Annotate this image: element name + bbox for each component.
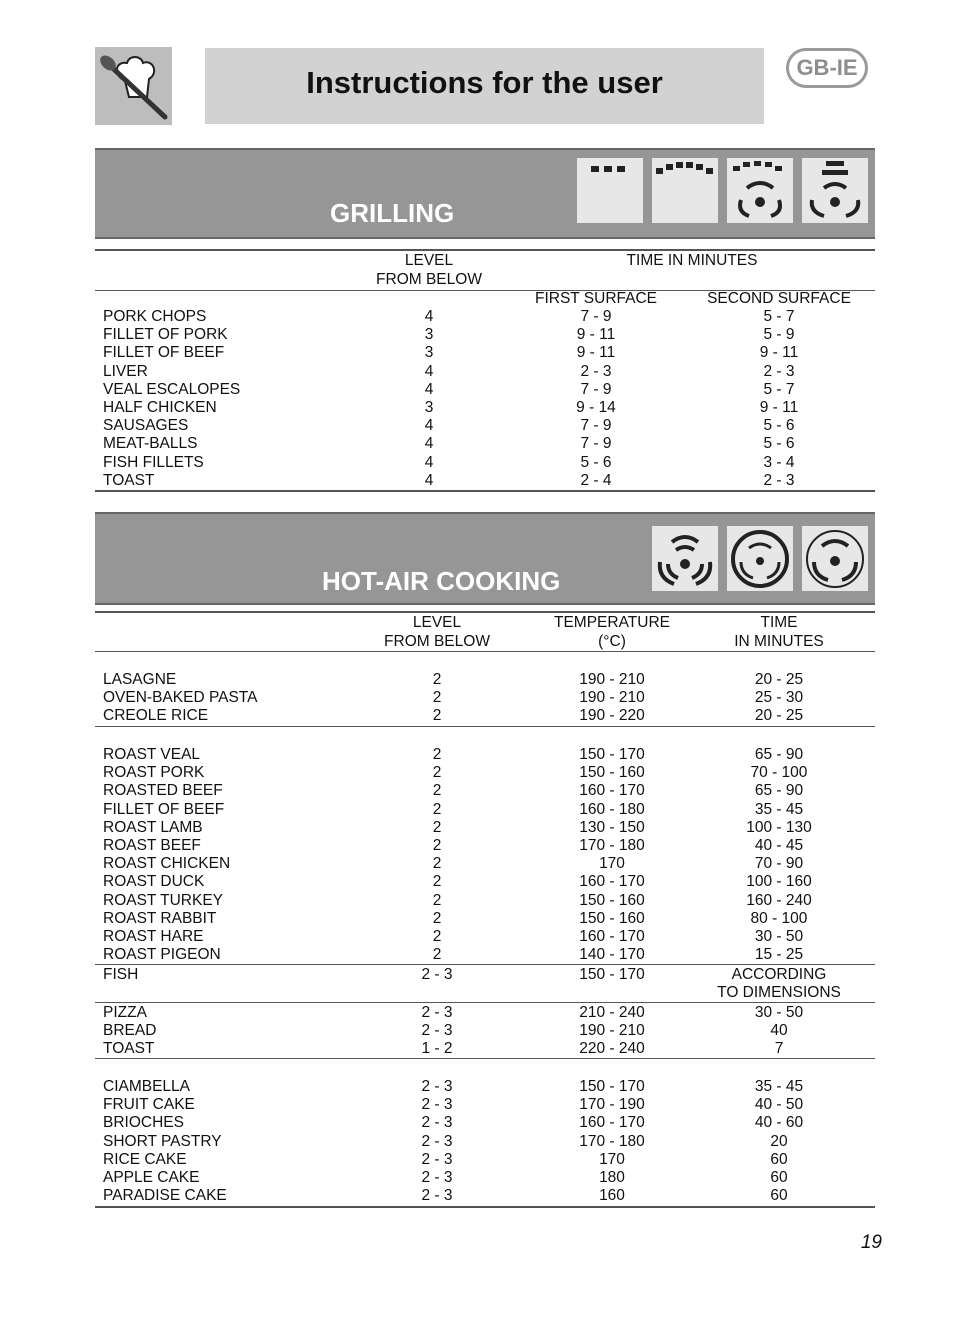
hotair-cell-time: 40 - 60 (754, 1114, 804, 1132)
hotair-cell-food: ROAST BEEF (103, 837, 201, 854)
hotair-cell-temperature: 150 - 160 (579, 909, 645, 927)
hotair-cell-level: 2 (432, 800, 442, 818)
grilling-head-second-surface: SECOND SURFACE (707, 290, 851, 307)
grilling-cell-first-surface: 7 - 9 (580, 308, 612, 325)
hotair-cell-temperature: 160 - 170 (579, 782, 645, 800)
hotair-cell-temperature: 190 - 210 (579, 1022, 645, 1040)
hotair-cell-level: 2 (432, 928, 442, 945)
hotair-cell-time: 30 - 50 (754, 928, 804, 945)
grilling-cell-second-surface: 9 - 11 (759, 399, 799, 416)
hotair-cell-food: BRIOCHES (103, 1114, 184, 1132)
grilling-section-bar (95, 148, 875, 239)
grilling-cell-first-surface: 9 - 14 (576, 399, 616, 416)
page-number: 19 (860, 1232, 882, 1253)
hotair-cell-time: ACCORDING (731, 966, 827, 983)
hotair-cell-time: 35 - 45 (754, 1078, 804, 1095)
grilling-cell-second-surface: 2 - 3 (763, 471, 795, 489)
hotair-cell-time: 65 - 90 (754, 746, 804, 763)
hotair-cell-temperature: 170 - 190 (579, 1096, 645, 1114)
hotair-cell-level: 2 - 3 (421, 1150, 453, 1168)
hotair-cell-time: 70 - 100 (750, 764, 808, 782)
hotair-bottom-rule (95, 1206, 875, 1208)
grilling-cell-level: 3 (424, 344, 434, 362)
grilling-head-from-below: FROM BELOW (376, 271, 482, 288)
hotair-cell-time: 40 - 50 (754, 1096, 804, 1114)
grilling-cell-food: PORK CHOPS (103, 308, 207, 325)
hotair-cell-level: 2 - 3 (421, 1187, 453, 1205)
hotair-cell-time: 30 - 50 (754, 1004, 804, 1021)
hotair-cell-time: 100 - 130 (746, 818, 812, 836)
hotair-cell-temperature: 160 (599, 1187, 625, 1205)
hotair-cell-level: 2 - 3 (421, 966, 453, 983)
hotair-cell-food: APPLE CAKE (103, 1169, 200, 1186)
hotair-cell-time: 80 - 100 (750, 909, 808, 927)
grilling-cell-food: FILLET OF PORK (103, 326, 228, 344)
hotair-cell-level: 2 (432, 818, 442, 836)
hotair-cell-food: CREOLE RICE (103, 707, 209, 725)
grilling-cell-level: 3 (424, 326, 434, 344)
hotair-cell-level: 2 (432, 746, 442, 763)
hotair-cell-temperature: 170 - 180 (579, 837, 645, 854)
hotair-group-divider (95, 1058, 875, 1059)
hotair-cell-time: 20 - 25 (754, 707, 804, 725)
hotair-cell-temperature: 190 - 220 (579, 707, 645, 725)
country-badge: GB-IE (786, 48, 868, 88)
hotair-cell-time: 100 - 160 (746, 873, 812, 891)
hotair-cell-temperature: 150 - 160 (579, 891, 645, 909)
hotair-head-level: LEVEL (412, 614, 462, 631)
hotair-cell-level: 2 (432, 707, 442, 725)
hotair-cell-food: ROAST CHICKEN (103, 855, 231, 873)
grilling-cell-food: SAUSAGES (103, 417, 189, 435)
hotair-cell-food: ROAST PIGEON (103, 946, 221, 964)
hotair-cell-temperature: 160 - 170 (579, 928, 645, 945)
grilling-cell-second-surface: 3 - 4 (763, 453, 795, 471)
fan-heating-icon (652, 526, 718, 591)
grilling-cell-second-surface: 5 - 9 (763, 326, 795, 344)
grill-element-icon (652, 158, 718, 223)
hotair-cell-food: SHORT PASTRY (103, 1132, 222, 1150)
hotair-cell-food: PARADISE CAKE (103, 1187, 227, 1205)
hotair-cell-food: TOAST (103, 1040, 155, 1058)
hotair-cell-temperature: 150 - 160 (579, 764, 645, 782)
hotair-cell-level: 2 - 3 (421, 1004, 453, 1021)
grilling-cell-food: FISH FILLETS (103, 453, 204, 471)
hotair-group-divider (95, 726, 875, 727)
hotair-group-divider (95, 964, 875, 965)
hotair-cell-level: 2 - 3 (421, 1096, 453, 1114)
grilling-head-level: LEVEL (404, 252, 454, 269)
hotair-cell-time: 25 - 30 (754, 689, 804, 707)
hotair-cell-level: 2 (432, 671, 442, 688)
hotair-cell-temperature: 190 - 210 (579, 689, 645, 707)
hotair-cell-level: 2 - 3 (421, 1022, 453, 1040)
hotair-cell-food: ROASTED BEEF (103, 782, 223, 800)
grilling-cell-second-surface: 5 - 6 (763, 417, 795, 435)
hotair-cell-level: 2 - 3 (421, 1132, 453, 1150)
grilling-cell-first-surface: 7 - 9 (580, 380, 612, 398)
chef-logo-icon (95, 47, 172, 125)
hotair-cell-time: 160 - 240 (746, 891, 812, 909)
hotair-cell-time: 70 - 90 (754, 855, 804, 873)
grilling-cell-first-surface: 5 - 6 (580, 453, 612, 471)
hotair-cell-level: 2 (432, 837, 442, 854)
grilling-cell-level: 4 (424, 435, 434, 453)
hotair-cell-food: ROAST TURKEY (103, 891, 224, 909)
grilling-cell-second-surface: 5 - 7 (763, 380, 795, 398)
hotair-cell-time: 20 (770, 1132, 788, 1150)
hotair-cell-temperature: 170 (599, 855, 625, 873)
hotair-cell-temperature: 150 - 170 (579, 966, 645, 983)
hotair-title: HOT-AIR COOKING (322, 566, 561, 596)
grilling-cell-food: TOAST (103, 471, 155, 489)
hotair-cell-level: 2 - 3 (421, 1078, 453, 1095)
hotair-cell-time: 40 (770, 1022, 788, 1040)
hotair-cell-time: TO DIMENSIONS (717, 984, 841, 1002)
hotair-cell-level: 2 (432, 946, 442, 964)
grilling-cell-food: VEAL ESCALOPES (103, 380, 241, 398)
grilling-cell-first-surface: 9 - 11 (576, 344, 616, 362)
grilling-cell-second-surface: 9 - 11 (759, 344, 799, 362)
hotair-cell-temperature: 140 - 170 (579, 946, 645, 964)
hotair-head-temperature: TEMPERATURE (554, 614, 670, 631)
hotair-cell-temperature: 160 - 170 (579, 1114, 645, 1132)
hotair-cell-temperature: 170 - 180 (579, 1132, 645, 1150)
hotair-cell-food: ROAST HARE (103, 928, 204, 945)
fan-ring-icon (802, 526, 868, 591)
hotair-cell-time: 60 (770, 1187, 788, 1205)
grilling-head-time: TIME IN MINUTES (626, 252, 758, 269)
hotair-cell-time: 7 (774, 1040, 784, 1058)
hotair-cell-temperature: 160 - 170 (579, 873, 645, 891)
hotair-head-from-below: FROM BELOW (384, 633, 490, 650)
grilling-cell-level: 3 (424, 399, 434, 416)
hotair-section-bar (95, 512, 875, 605)
hotair-cell-level: 2 (432, 689, 442, 707)
hotair-cell-level: 1 - 2 (421, 1040, 453, 1058)
hotair-cell-time: 60 (770, 1169, 788, 1186)
grilling-cell-level: 4 (424, 417, 434, 435)
grilling-top-rule (95, 249, 875, 251)
hotair-cell-temperature: 220 - 240 (579, 1040, 645, 1058)
grilling-cell-second-surface: 2 - 3 (763, 362, 795, 380)
grilling-cell-level: 4 (424, 362, 434, 380)
hotair-cell-temperature: 180 (599, 1169, 625, 1186)
hotair-top-rule (95, 611, 875, 613)
hotair-cell-food: FRUIT CAKE (103, 1096, 195, 1114)
hotair-cell-temperature: 130 - 150 (579, 818, 645, 836)
hotair-cell-temperature: 170 (599, 1150, 625, 1168)
fan-circular-element-icon (727, 526, 793, 591)
hotair-cell-temperature: 190 - 210 (579, 671, 645, 688)
grilling-cell-food: MEAT-BALLS (103, 435, 198, 453)
hotair-cell-food: FILLET OF BEEF (103, 800, 225, 818)
hotair-cell-time: 20 - 25 (754, 671, 804, 688)
hotair-cell-food: ROAST PORK (103, 764, 205, 782)
hotair-cell-level: 2 - 3 (421, 1169, 453, 1186)
hotair-cell-food: ROAST LAMB (103, 818, 203, 836)
grilling-cell-level: 4 (424, 471, 434, 489)
hotair-cell-food: CIAMBELLA (103, 1078, 191, 1095)
grilling-cell-level: 4 (424, 380, 434, 398)
hotair-cell-food: ROAST DUCK (103, 873, 205, 891)
grilling-cell-first-surface: 7 - 9 (580, 435, 612, 453)
grilling-cell-first-surface: 9 - 11 (576, 326, 616, 344)
hotair-cell-food: LASAGNE (103, 671, 177, 688)
hotair-cell-level: 2 - 3 (421, 1114, 453, 1132)
grilling-cell-level: 4 (424, 308, 434, 325)
hotair-cell-food: ROAST RABBIT (103, 909, 217, 927)
hotair-cell-food: BREAD (103, 1022, 157, 1040)
header-bar (205, 48, 764, 124)
hotair-cell-food: FISH (103, 966, 139, 983)
hotair-cell-level: 2 (432, 855, 442, 873)
hotair-cell-time: 65 - 90 (754, 782, 804, 800)
hotair-cell-temperature: 150 - 170 (579, 1078, 645, 1095)
hotair-cell-time: 60 (770, 1150, 788, 1168)
top-heating-element-icon (577, 158, 643, 223)
fan-grill-icon (727, 158, 793, 223)
hotair-cell-food: RICE CAKE (103, 1150, 187, 1168)
hotair-cell-food: ROAST VEAL (103, 746, 201, 763)
grilling-cell-first-surface: 2 - 4 (580, 471, 612, 489)
hotair-cell-level: 2 (432, 873, 442, 891)
hotair-cell-food: OVEN-BAKED PASTA (103, 689, 258, 707)
hotair-head-rule (95, 651, 875, 652)
grilling-cell-first-surface: 7 - 9 (580, 417, 612, 435)
page-title: Instructions for the user (306, 65, 663, 100)
hotair-cell-temperature: 150 - 170 (579, 746, 645, 763)
hotair-cell-temperature: 160 - 180 (579, 800, 645, 818)
hotair-head-celsius: (°C) (598, 633, 626, 650)
hotair-head-in-minutes: IN MINUTES (734, 633, 824, 650)
hotair-cell-time: 40 - 45 (754, 837, 804, 854)
hotair-cell-time: 35 - 45 (754, 800, 804, 818)
grilling-cell-food: FILLET OF BEEF (103, 344, 225, 362)
hotair-cell-level: 2 (432, 909, 442, 927)
hotair-cell-time: 15 - 25 (754, 946, 804, 964)
hotair-cell-level: 2 (432, 782, 442, 800)
hotair-cell-food: PIZZA (103, 1004, 147, 1021)
grilling-cell-food: LIVER (103, 362, 148, 380)
grilling-cell-level: 4 (424, 453, 434, 471)
grilling-cell-first-surface: 2 - 3 (580, 362, 612, 380)
grilling-bottom-rule (95, 490, 875, 492)
hotair-cell-temperature: 210 - 240 (579, 1004, 645, 1021)
fan-grill-bottom-icon (802, 158, 868, 223)
grilling-cell-second-surface: 5 - 6 (763, 435, 795, 453)
grilling-head-first-surface: FIRST SURFACE (534, 290, 657, 307)
hotair-cell-level: 2 (432, 764, 442, 782)
grilling-cell-second-surface: 5 - 7 (763, 308, 795, 325)
hotair-cell-level: 2 (432, 891, 442, 909)
hotair-head-time: TIME (760, 614, 798, 631)
hotair-group-divider (95, 1002, 875, 1003)
grilling-cell-food: HALF CHICKEN (103, 399, 217, 416)
grilling-title: GRILLING (330, 198, 455, 228)
